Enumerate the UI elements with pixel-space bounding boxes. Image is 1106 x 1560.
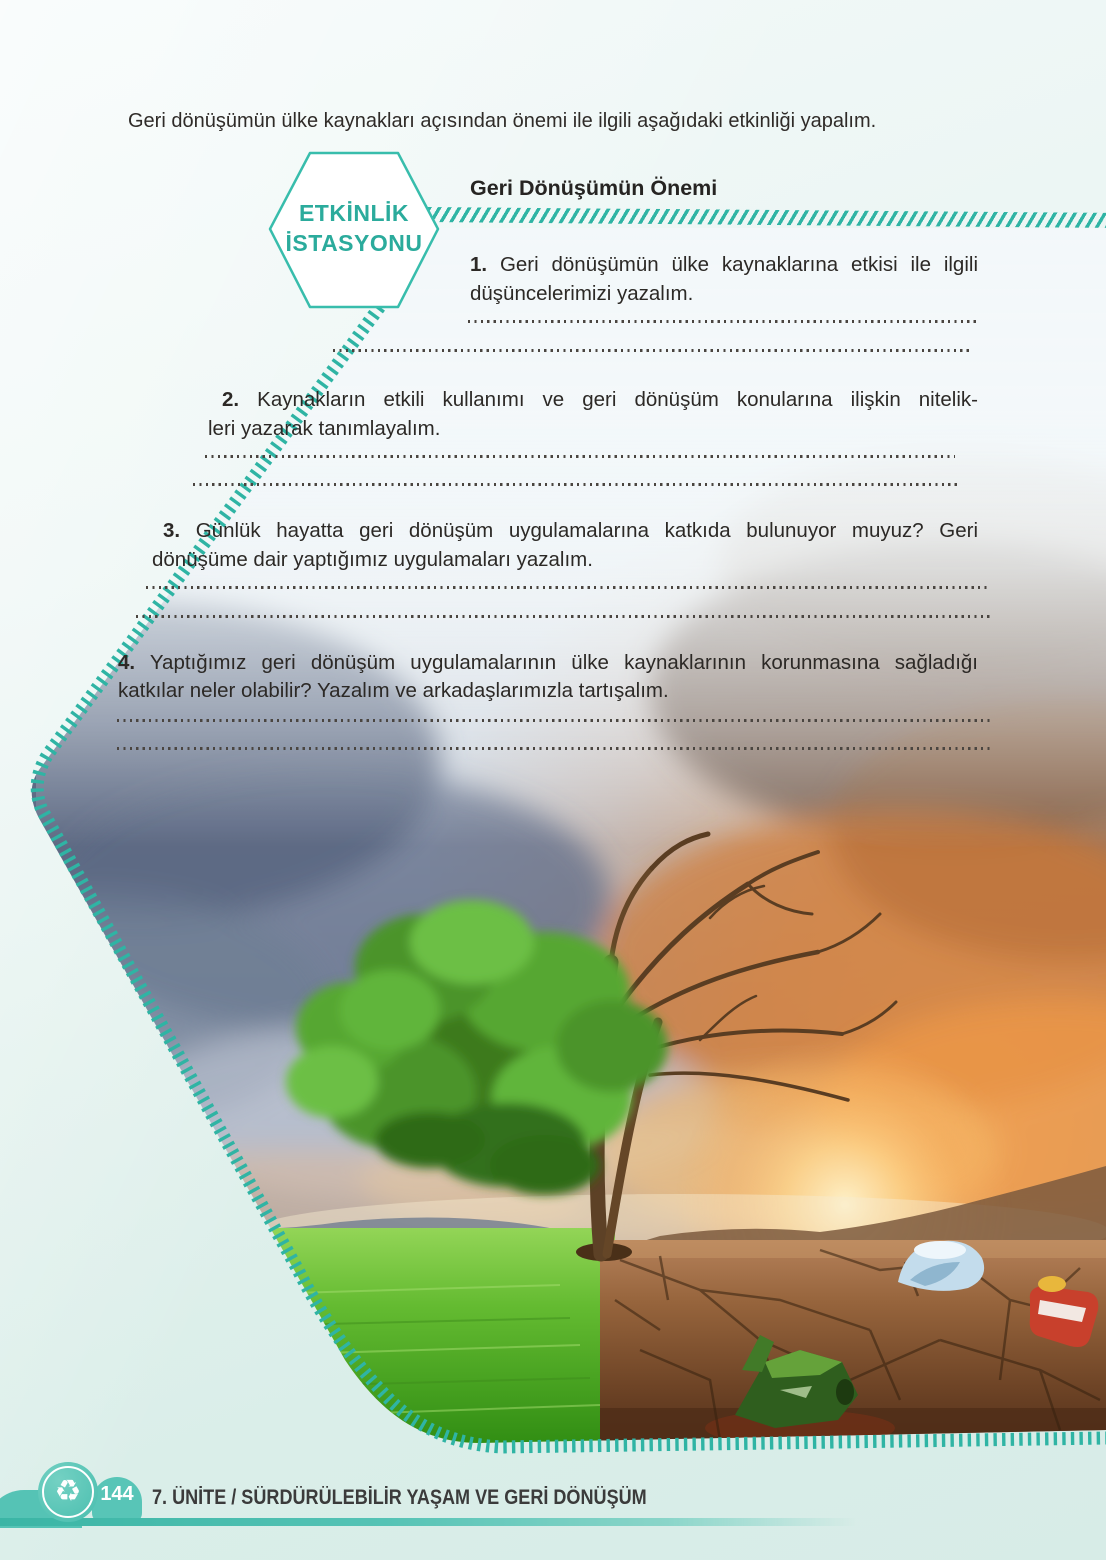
grass-field xyxy=(0,1228,615,1450)
question-number: 1. xyxy=(470,253,488,276)
question-number: 3. xyxy=(163,519,181,542)
answer-line xyxy=(136,615,990,618)
cracked-earth xyxy=(600,1240,1106,1450)
recycle-badge xyxy=(38,1462,98,1522)
question-number: 4. xyxy=(118,651,136,674)
unit-title: 7. ÜNİTE / SÜRDÜRÜLEBİLİR YAŞAM VE GERİ DÖNÜŞÜM xyxy=(152,1486,647,1509)
question-1-line-1: 1. Geri dönüşümün ülke kaynaklarına etkisi ile ilgili xyxy=(470,253,978,276)
recycle-icon: ♻ xyxy=(54,1475,82,1508)
answer-line xyxy=(193,483,961,486)
page-number: 144 xyxy=(100,1483,134,1505)
activity-station-badge xyxy=(266,150,442,310)
answer-line xyxy=(117,747,992,750)
answer-line xyxy=(146,586,990,589)
question-3-line-2: dönüşüme dair yaptığımız uygulamaları yazalım. xyxy=(152,548,593,571)
question-2-line-2: leri yazarak tanımlayalım. xyxy=(208,417,441,440)
question-1-line-2: düşüncelerimizi yazalım. xyxy=(470,282,694,305)
question-4-line-2: katkılar neler olabilir? Yazalım ve arkadaşlarımızla tartışalım. xyxy=(118,679,669,702)
question-3-line-1: 3. Günlük hayatta geri dönüşüm uygulamalarına katkıda bulunuyor muyuz? Geri xyxy=(163,519,978,542)
badge-label-line2: İSTASYONU xyxy=(285,230,423,256)
answer-line xyxy=(333,349,972,352)
footer-bar xyxy=(0,1518,856,1526)
answer-line xyxy=(205,455,955,458)
answer-line xyxy=(468,320,976,323)
question-2-line-1: 2. Kaynakların etkili kullanımı ve geri dönüşüm konularına ilişkin nitelik- xyxy=(222,388,978,411)
answer-line xyxy=(117,719,992,722)
question-4-line-1: 4. Yaptığımız geri dönüşüm uygulamalarının ülke kaynaklarının korunmasına sağladığı xyxy=(118,651,978,674)
intro-sentence: Geri dönüşümün ülke kaynakları açısından önemi ile ilgili aşağıdaki etkinliği yapalım. xyxy=(128,110,877,132)
question-number: 2. xyxy=(222,388,240,411)
activity-title: Geri Dönüşümün Önemi xyxy=(470,176,718,200)
badge-label-line1: ETKİNLİK xyxy=(298,200,410,226)
